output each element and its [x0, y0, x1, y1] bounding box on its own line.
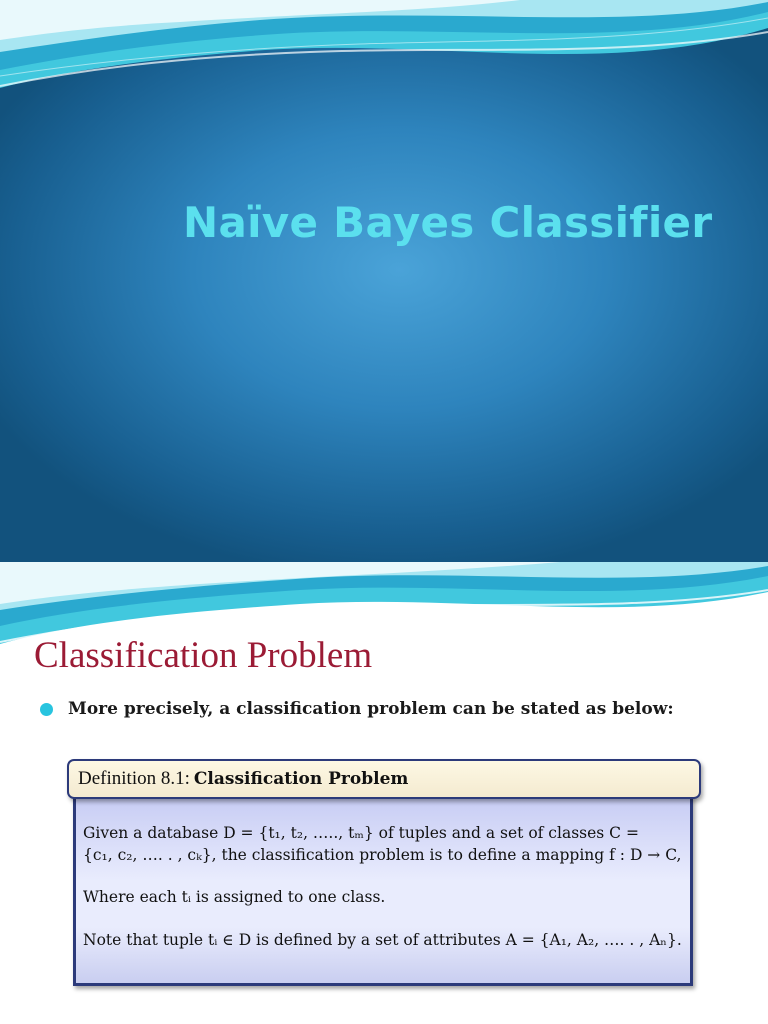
bullet-dot-icon	[40, 703, 53, 716]
definition-name: Classification Problem	[193, 769, 409, 789]
definition-line-3: Where each tᵢ is assigned to one class.	[83, 888, 386, 906]
definition-line-1: Given a database D = {t₁, t₂, ….., tₘ} of tuples and a set of classes C =	[83, 824, 639, 842]
bullet-item	[40, 699, 674, 719]
content-slide	[0, 562, 768, 1024]
definition-header	[67, 759, 701, 799]
definition-line-2: {c₁, c₂, …. . , cₖ}, the classification problem is to define a mapping f : D → C,	[83, 846, 682, 864]
definition-line-4: Note that tuple tᵢ ∈ D is defined by a set of attributes A = {A₁, A₂, …. . , Aₙ}.	[83, 931, 682, 949]
slide-title: Naïve Bayes Classifier	[183, 198, 713, 247]
slide-title: Classification Problem	[34, 635, 373, 676]
bullet-text: More precisely, a classification problem can be stated as below:	[68, 699, 674, 719]
definition-label: Definition 8.1:	[78, 768, 190, 789]
